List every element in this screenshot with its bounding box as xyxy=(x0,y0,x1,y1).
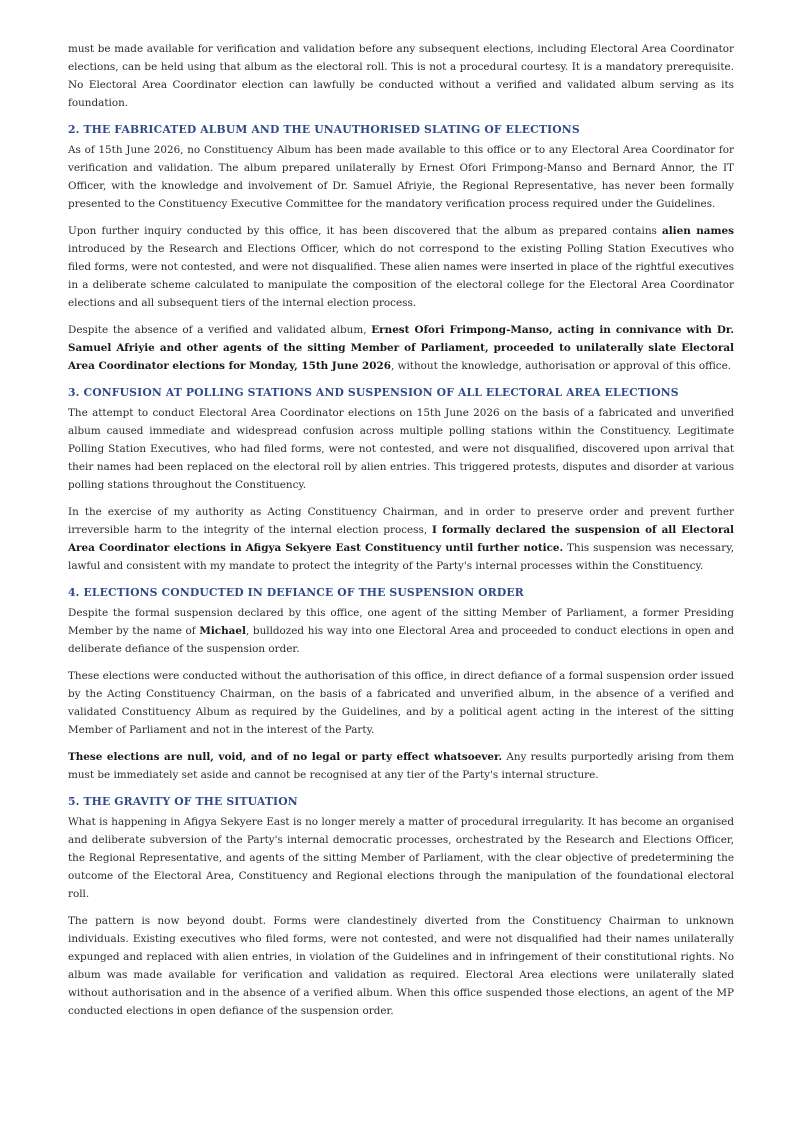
bold-text: alien names xyxy=(662,225,734,237)
section-4-paragraph-3 xyxy=(68,748,734,784)
section-3-paragraph-2 xyxy=(68,503,734,575)
intro-paragraph: must be made available for verification and validation before any subsequent elections, including Electoral Area Coordinator elections, can be held using that album as the electoral roll. This is not a procedural courtesy. It is a mandatory prerequisite. No Electoral Area Coordinator election can lawfully be conducted without a verified and validated album serving as its foundation. xyxy=(68,43,734,109)
section-5-paragraph-2: The pattern is now beyond doubt. Forms were clandestinely diverted from the Constituency Chairman to unknown individuals. Existing executives who filed forms, were not contested, and were not disqualified had their names unilaterally expunged and replaced with alien entries, in violation of the Guidelines and in infringement of their constitutional rights. No album was made available for verification and validation as required. Electoral Area elections were unilaterally slated without authorisation and in the absence of a verified album. When this office suspended those elections, an agent of the MP conducted elections in open defiance of the suspension order. xyxy=(68,915,734,1017)
section-3-paragraph-1: The attempt to conduct Electoral Area Coordinator elections on 15th June 2026 on the basis of a fabricated and unverified album caused immediate and widespread confusion across multiple polling stations within the Constituency. Legitimate Polling Station Executives, who had filed forms, were not contested, and were not disqualified, discovered upon arrival that their names had been replaced on the electoral roll by alien entries. This triggered protests, disputes and disorder at various polling stations throughout the Constituency. xyxy=(68,407,734,491)
section-3-heading: 3. CONFUSION AT POLLING STATIONS AND SUSPENSION OF ALL ELECTORAL AREA ELECTIONS xyxy=(68,386,679,399)
section-4-paragraph-1 xyxy=(68,604,734,658)
section-5-paragraph-1: What is happening in Afigya Sekyere East is no longer merely a matter of procedural irregularity. It has become an organised and deliberate subversion of the Party's internal democratic processes, orchestrated by the Research and Elections Officer, the Regional Representative, and agents of the sitting Member of Parliament, with the clear objective of predetermining the outcome of the Electoral Area, Constituency and Regional elections through the manipulation of the foundational electoral roll. xyxy=(68,816,734,900)
section-2-heading: 2. THE FABRICATED ALBUM AND THE UNAUTHORISED SLATING OF ELECTIONS xyxy=(68,123,580,136)
section-4-heading: 4. ELECTIONS CONDUCTED IN DEFIANCE OF THE SUSPENSION ORDER xyxy=(68,586,524,599)
section-2-paragraph-1: As of 15th June 2026, no Constituency Album has been made available to this office or to any Electoral Area Coordinator for verification and validation. The album prepared unilaterally by Ernest Ofori Frimpong-Manso and Bernard Annor, the IT Officer, with the knowledge and involvement of Dr. Samuel Afriyie, the Regional Representative, has never been formally presented to the Constituency Executive Committee for the mandatory verification process required under the Guidelines. xyxy=(68,144,734,210)
bold-text: These elections are null, void, and of no legal or party effect whatsoever. xyxy=(68,751,503,763)
section-4-paragraph-2: These elections were conducted without the authorisation of this office, in direct defiance of a formal suspension order issued by the Acting Constituency Chairman, on the basis of a fabricated and unverified album, in the absence of a verified and validated Constituency Album as required by the Guidelines, and by a political agent acting in the interest of the sitting Member of Parliament and not in the interest of the Party. xyxy=(68,670,734,736)
bold-text: Ernest Ofori Frimpong-Manso, acting in connivance with Dr. Samuel Afriyie and other agents of the sitting Member of Parliament, proceeded to unilaterally slate Electoral Area Coordinator elections for Monday, 15th June 2026 xyxy=(68,324,734,372)
section-2-paragraph-3 xyxy=(68,321,734,375)
text-run: This suspension was necessary, lawful and consistent with my mandate to protect the integrity of the Party's internal processes within the Constituency. xyxy=(68,542,734,572)
text-run: In the exercise of my authority as Acting Constituency Chairman, and in order to preserve order and prevent further irreversible harm to the integrity of the internal election process, xyxy=(68,506,734,536)
section-2-paragraph-2 xyxy=(68,222,734,312)
text-run: Despite the absence of a verified and validated album, xyxy=(68,324,372,336)
text-run: , without the knowledge, authorisation or approval of this office. xyxy=(390,360,732,372)
text-run: , bulldozed his way into one Electoral Area and proceeded to conduct elections in open and deliberate defiance of the suspension order. xyxy=(68,625,735,655)
bold-text: Michael xyxy=(199,625,246,637)
text-run: Upon further inquiry conducted by this office, it has been discovered that the album as prepared contains xyxy=(68,225,662,237)
text-run: Despite the formal suspension declared by this office, one agent of the sitting Member of Parliament, a former Presiding Member by the name of xyxy=(68,607,734,637)
text-run: introduced by the Research and Elections Officer, which do not correspond to the existing Polling Station Executives who filed forms, were not contested, and were not disqualified. These alien names were inserted in place of the rightful executives in a deliberate scheme calculated to manipulate the composition of the electoral college for the Electoral Area Coordinator elections and all subsequent tiers of the internal election process. xyxy=(68,243,734,309)
bold-text: I formally declared the suspension of all Electoral Area Coordinator elections in Afigya Sekyere East Constituency until further notice. xyxy=(68,524,734,554)
section-5-heading: 5. THE GRAVITY OF THE SITUATION xyxy=(68,795,298,808)
text-run: Any results purportedly arising from them must be immediately set aside and cannot be recognised at any tier of the Party's internal structure. xyxy=(68,751,735,781)
